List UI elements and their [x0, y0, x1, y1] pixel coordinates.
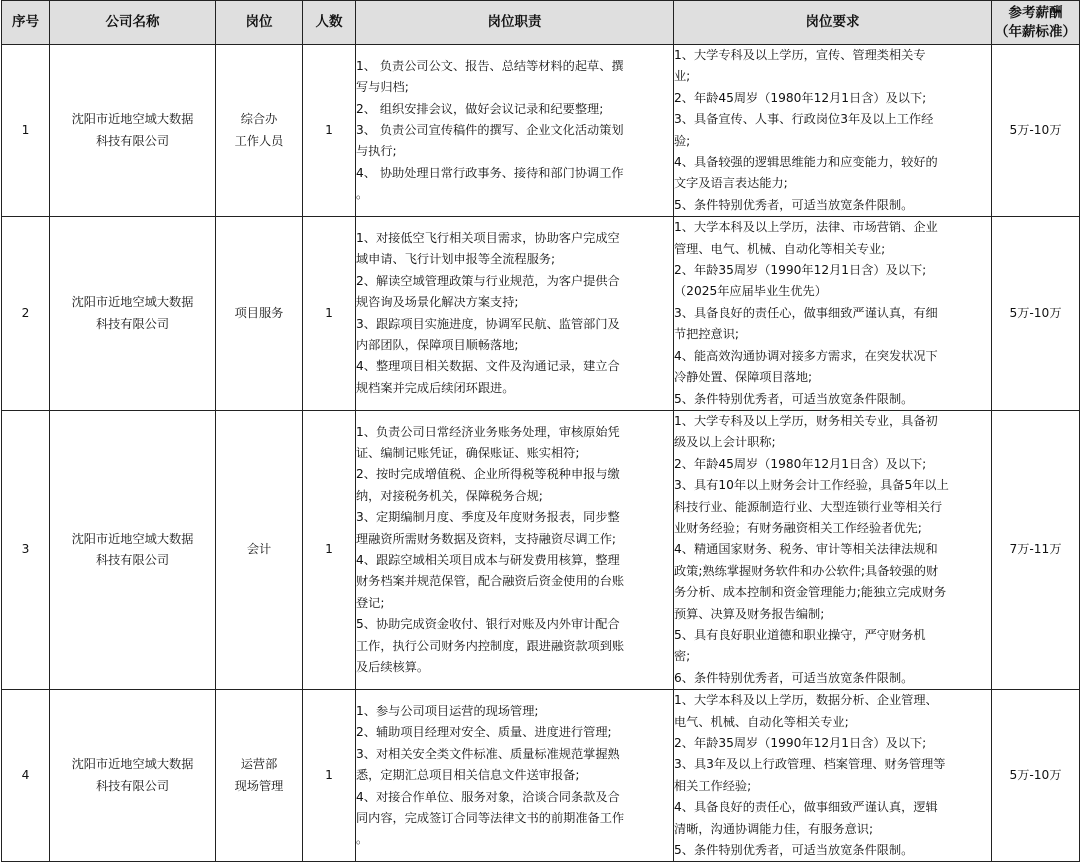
company-name-line: 沈阳市近地空域大数据 [71, 757, 194, 772]
requirement-line: 3、具备宣传、人事、行政岗位3年及以上工作经 [674, 112, 934, 127]
header-no: 序号 [2, 1, 50, 45]
position-title [216, 45, 303, 217]
duties-cell [356, 45, 674, 217]
requirement-line: 3、具有10年以上财务会计工作经验，具备5年以上 [674, 478, 949, 493]
duty-line: 。 [356, 832, 369, 847]
requirement-line: 业; [674, 69, 691, 84]
duty-line: 及后续核算。 [356, 660, 430, 675]
requirement-line: （2025年应届毕业生优先） [674, 284, 827, 299]
company-name [50, 410, 216, 689]
duty-line: 与执行; [356, 144, 397, 159]
duty-line: 内部团队，保障项目顺畅落地; [356, 337, 519, 352]
requirement-line: 4、能高效沟通协调对接多方需求，在突发状况下 [674, 348, 938, 363]
row-number: 3 [2, 410, 50, 689]
requirement-line: 冷静处置、保障项目落地; [674, 370, 813, 385]
requirement-line: 5、条件特别优秀者，可适当放宽条件限制。 [674, 843, 914, 858]
duty-line: 规咨询及场景化解决方案支持; [356, 295, 519, 310]
requirement-line: 清晰，沟通协调能力佳，有服务意识; [674, 821, 874, 836]
header-company: 公司名称 [50, 1, 216, 45]
header-salary-line2: （年薪标准） [995, 23, 1076, 40]
header-requirements: 岗位要求 [674, 1, 992, 45]
requirement-line: 密; [674, 649, 691, 664]
company-name-line: 沈阳市近地空域大数据 [71, 531, 194, 546]
duty-line: 1、 负责公司公文、报告、总结等材料的起草、撰 [356, 58, 624, 73]
requirement-line: 管理、电气、机械、自动化等相关专业; [674, 241, 886, 256]
requirement-line: 务分析、成本控制和资金管理能力;能独立完成财务 [674, 585, 947, 600]
duty-line: 4、跟踪空域相关项目成本与研发费用核算，整理 [356, 553, 620, 568]
requirement-line: 6、条件特别优秀者，可适当放宽条件限制。 [674, 670, 914, 685]
company-name-line: 沈阳市近地空域大数据 [71, 112, 194, 127]
duty-line: 4、整理项目相关数据、文件及沟通记录，建立合 [356, 359, 620, 374]
position-title [216, 410, 303, 689]
position-title-line: 现场管理 [234, 778, 284, 793]
requirement-line: 3、具3年及以上行政管理、档案管理、财务管理等 [674, 757, 946, 772]
requirement-line: 1、大学专科及以上学历，宣传、管理类相关专 [674, 48, 926, 62]
requirement-line: 2、年龄45周岁（1980年12月1日含）及以下; [674, 90, 927, 105]
duty-line: 写与归档; [356, 80, 409, 95]
salary: 7万-11万 [992, 410, 1080, 689]
duty-line: 3、 负责公司宣传稿件的撰写、企业文化活动策划 [356, 122, 624, 137]
row-number: 1 [2, 45, 50, 217]
position-title-line: 会计 [246, 542, 272, 557]
salary: 5万-10万 [992, 690, 1080, 862]
duty-line: 纳，对接税务机关，保障税务合规; [356, 488, 543, 503]
position-title-line: 工作人员 [234, 133, 284, 148]
company-name-line: 沈阳市近地空域大数据 [71, 295, 194, 310]
headcount: 1 [303, 45, 356, 217]
duty-line: 理融资所需财务数据及资料，支持融资尽调工作; [356, 531, 617, 546]
duty-line: 2、辅助项目经理对安全、质量、进度进行管理; [356, 725, 612, 740]
requirement-line: 1、大学本科及以上学历，数据分析、企业管理、 [674, 693, 938, 708]
position-title [216, 690, 303, 862]
headcount: 1 [303, 410, 356, 689]
requirement-line: 4、具备较强的逻辑思维能力和应变能力，较好的 [674, 155, 938, 170]
position-title-line: 项目服务 [234, 305, 284, 320]
row-number: 2 [2, 217, 50, 411]
row-number: 4 [2, 690, 50, 862]
duty-line: 4、 协助处理日常行政事务、接待和部门协调工作 [356, 165, 624, 180]
requirement-line: 相关工作经验; [674, 778, 752, 793]
duty-line: 5、协助完成资金收付、银行对账及内外审计配合 [356, 617, 620, 632]
salary: 5万-10万 [992, 217, 1080, 411]
duty-line: 同内容，完成签订合同等法律文书的前期准备工作 [356, 810, 625, 825]
position-title-line: 运营部 [240, 757, 278, 772]
requirements-cell [674, 410, 992, 689]
header-duties: 岗位职责 [356, 1, 674, 45]
duties-cell [356, 690, 674, 862]
table-row [2, 45, 1080, 217]
requirement-line: 2、年龄45周岁（1980年12月1日含）及以下; [674, 456, 927, 471]
company-name [50, 690, 216, 862]
duty-line: 证、编制记账凭证，确保账证、账实相符; [356, 446, 580, 461]
company-name [50, 45, 216, 217]
duty-line: 登记; [356, 595, 385, 610]
requirements-cell [674, 217, 992, 411]
duty-line: 财务档案并规范保管，配合融资后资金使用的台账 [356, 574, 625, 589]
requirement-line: 级及以上会计职称; [674, 435, 776, 450]
position-title-line: 综合办 [240, 112, 278, 127]
requirement-line: 1、大学本科及以上学历，法律、市场营销、企业 [674, 220, 938, 235]
table-row [2, 690, 1080, 862]
header-position: 岗位 [216, 1, 303, 45]
duty-line: 2、 组织安排会议，做好会议记录和纪要整理; [356, 101, 604, 116]
requirement-line: 预算、决算及财务报告编制; [674, 606, 825, 621]
requirements-cell [674, 690, 992, 862]
salary: 5万-10万 [992, 45, 1080, 217]
duty-line: 3、定期编制月度、季度及年度财务报表，同步整 [356, 510, 620, 525]
headcount: 1 [303, 217, 356, 411]
headcount: 1 [303, 690, 356, 862]
duty-line: 悉，定期汇总项目相关信息文件送审报备; [356, 768, 580, 783]
requirement-line: 5、条件特别优秀者，可适当放宽条件限制。 [674, 391, 914, 406]
requirement-line: 科技行业、能源制造行业、大型连锁行业等相关行 [674, 499, 943, 514]
duty-line: 域申请、飞行计划申报等全流程服务; [356, 252, 556, 267]
duty-line: 4、对接合作单位、服务对象，洽谈合同条款及合 [356, 789, 620, 804]
company-name-line: 科技有限公司 [95, 553, 170, 568]
requirement-line: 2、年龄35周岁（1990年12月1日含）及以下; [674, 263, 927, 278]
header-salary [992, 1, 1080, 45]
requirement-line: 节把控意识; [674, 327, 740, 342]
requirement-line: 4、精通国家财务、税务、审计等相关法律法规和 [674, 542, 938, 557]
duty-line: 2、按时完成增值税、企业所得税等税种申报与缴 [356, 467, 620, 482]
requirement-line: 5、条件特别优秀者，可适当放宽条件限制。 [674, 197, 914, 212]
header-count: 人数 [303, 1, 356, 45]
duties-cell [356, 410, 674, 689]
duty-line: 工作，执行公司财务内控制度，跟进融资款项到账 [356, 638, 625, 653]
position-title [216, 217, 303, 411]
table-row [2, 217, 1080, 411]
header-salary-line1: 参考薪酬 [1008, 4, 1063, 21]
requirement-line: 电气、机械、自动化等相关专业; [674, 714, 849, 729]
requirement-line: 5、具有良好职业道德和职业操守，严守财务机 [674, 627, 926, 642]
table-row [2, 410, 1080, 689]
duties-cell [356, 217, 674, 411]
requirements-cell [674, 45, 992, 217]
duty-line: 1、对接低空飞行相关项目需求，协助客户完成空 [356, 230, 620, 245]
company-name-line: 科技有限公司 [95, 316, 170, 331]
duty-line: 。 [356, 187, 369, 202]
requirement-line: 文字及语言表达能力; [674, 176, 788, 191]
header-row [2, 1, 1080, 45]
requirement-line: 1、大学专科及以上学历，财务相关专业，具备初 [674, 413, 938, 428]
duty-line: 2、解读空域管理政策与行业规范，为客户提供合 [356, 273, 620, 288]
duty-line: 1、参与公司项目运营的现场管理; [356, 703, 539, 718]
duty-line: 规档案并完成后续闭环跟进。 [356, 380, 515, 395]
requirement-line: 2、年龄35周岁（1990年12月1日含）及以下; [674, 736, 927, 750]
recruitment-table [1, 0, 1080, 862]
requirement-line: 3、具备良好的责任心，做事细致严谨认真，有细 [674, 305, 938, 320]
duty-line: 3、对相关安全类文件标准、质量标准规范掌握熟 [356, 746, 620, 761]
requirement-line: 验; [674, 133, 691, 148]
company-name-line: 科技有限公司 [95, 778, 170, 793]
requirement-line: 4、具备良好的责任心，做事细致严谨认真，逻辑 [674, 800, 938, 815]
duty-line: 1、负责公司日常经济业务账务处理，审核原始凭 [356, 424, 620, 439]
requirement-line: 政策;熟练掌握财务软件和办公软件;具备较强的财 [674, 563, 939, 578]
requirement-line: 业财务经验；有财务融资相关工作经验者优先; [674, 520, 922, 535]
duty-line: 3、跟踪项目实施进度，协调军民航、监管部门及 [356, 316, 620, 331]
company-name [50, 217, 216, 411]
company-name-line: 科技有限公司 [95, 133, 170, 148]
table-body [2, 45, 1080, 862]
